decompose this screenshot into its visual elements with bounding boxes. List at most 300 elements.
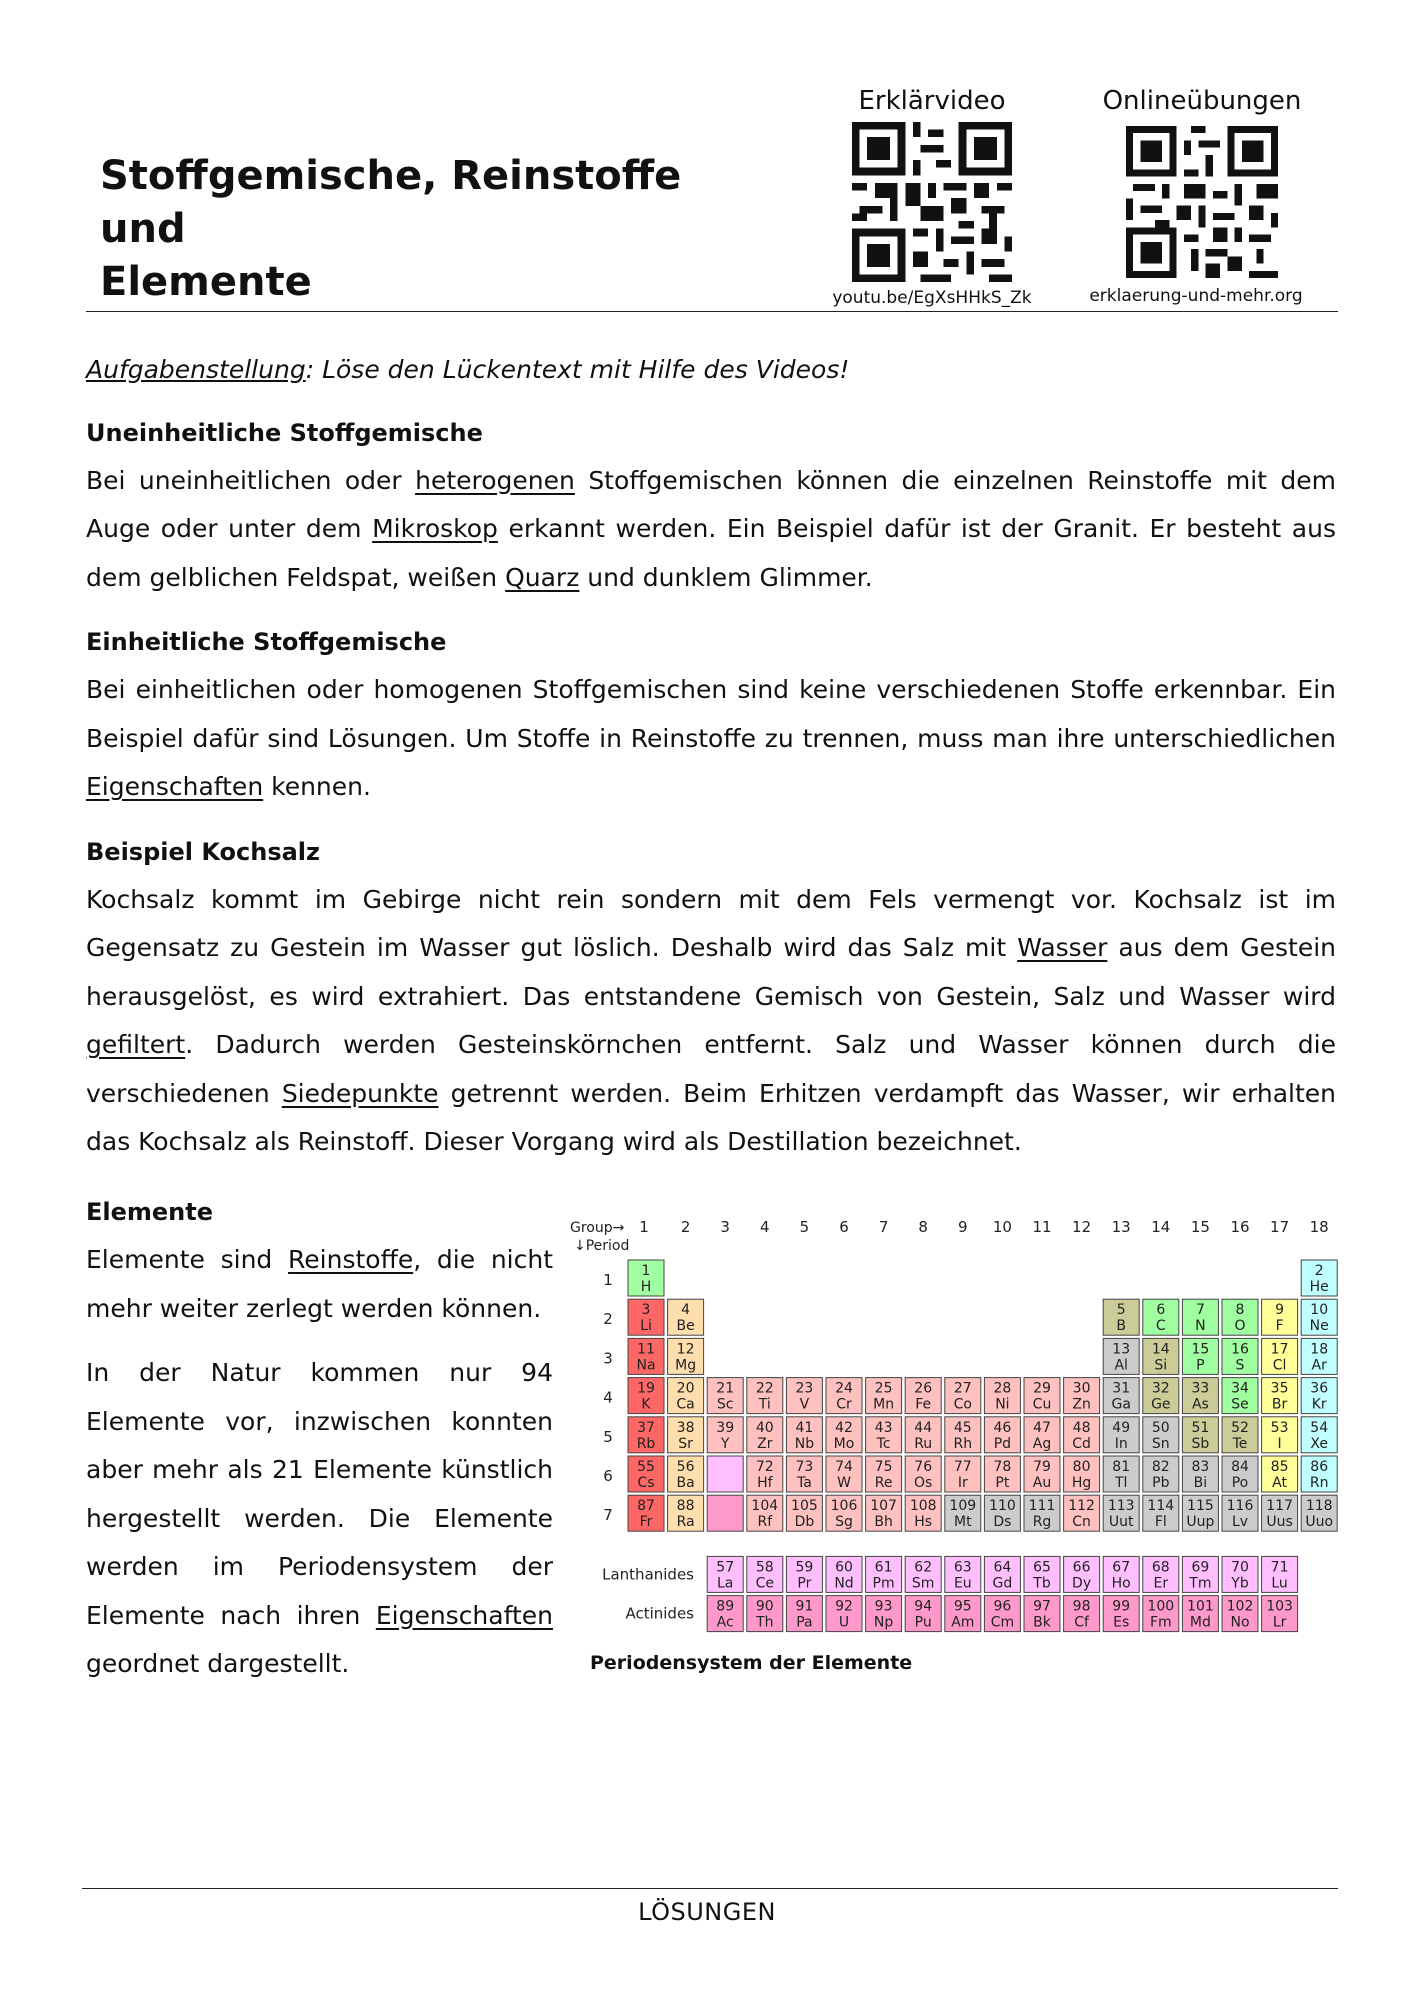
group-number-label: 17 [1270,1218,1290,1236]
element-number: 97 [1033,1598,1051,1615]
element-symbol: Pm [872,1575,895,1592]
element-symbol: Te [1232,1435,1248,1452]
element-number: 10 [1310,1302,1329,1319]
element-symbol: Sb [1191,1435,1210,1452]
gap-answer: Quarz [505,562,580,592]
element-number: 107 [870,1498,897,1515]
element-number: 20 [676,1380,695,1397]
element-number: 86 [1310,1459,1329,1475]
element-symbol: Bh [874,1514,893,1531]
header-divider [86,311,1338,312]
element-number: 49 [1112,1419,1131,1436]
element-symbol: Hg [1071,1475,1092,1491]
element-number: 106 [830,1498,858,1515]
element-symbol: Cd [1072,1435,1091,1452]
group-number-label: 10 [992,1218,1012,1236]
element-symbol: Dy [1072,1575,1092,1592]
group-number-label: 18 [1309,1218,1329,1236]
element-number: 79 [1033,1459,1051,1475]
element-number: 47 [1033,1419,1051,1436]
element-number: 18 [1310,1341,1329,1358]
element-symbol: At [1272,1475,1288,1491]
element-symbol: As [1191,1396,1209,1413]
element-number: 8 [1235,1302,1245,1319]
element-number: 33 [1191,1380,1210,1397]
element-symbol: Tb [1033,1575,1051,1592]
element-number: 52 [1231,1419,1249,1436]
element-number: 72 [755,1459,774,1475]
element-symbol: Pu [914,1614,932,1631]
element-symbol: No [1230,1614,1250,1631]
element-number: 94 [914,1598,933,1615]
element-symbol: Zr [757,1435,773,1452]
element-symbol: Ge [1151,1396,1171,1413]
group-number-label: 1 [639,1218,649,1236]
element-number: 55 [637,1459,655,1475]
actinides-label: Actinides [625,1604,694,1623]
element-symbol: Hs [914,1514,933,1531]
text-span: In der Natur kommen nur 94 Elemente vor, inzwischen konnten aber mehr als 21 Elemente künstlich hergestellt werden. Die Elemente werden im Periodensystem der Elemente nach ihren [86,1358,553,1630]
element-symbol: Ti [758,1396,771,1413]
element-symbol: Pt [995,1475,1010,1491]
period-number-label: 6 [603,1467,613,1485]
element-number: 108 [909,1498,937,1515]
text-span: . Dadurch werden Gesteinskörnchen entfernt. Salz und Wasser können durch die verschiedenen [86,1030,1336,1108]
element-number: 31 [1112,1380,1131,1397]
element-symbol: Ta [796,1475,812,1491]
element-symbol: P [1196,1357,1205,1374]
element-number: 92 [835,1598,853,1615]
element-number: 6 [1156,1302,1166,1319]
element-symbol: V [799,1396,810,1413]
section-paragraph [86,876,1336,1167]
element-symbol: Ba [676,1475,695,1491]
footer-divider [82,1888,1338,1889]
element-number: 99 [1112,1598,1131,1615]
element-number: 104 [751,1498,779,1515]
element-symbol: Am [951,1614,975,1631]
section-paragraph [86,666,1336,812]
element-symbol: Ce [755,1575,774,1592]
period-number-label: 7 [603,1506,613,1525]
element-symbol: Pb [1152,1475,1170,1491]
group-number-label: 6 [839,1218,849,1236]
element-symbol: Li [640,1318,652,1335]
element-number: 54 [1310,1419,1329,1436]
element-number: 35 [1270,1380,1289,1397]
element-symbol: Ds [993,1514,1012,1531]
element-symbol: Hf [757,1475,773,1491]
section-heading: Uneinheitliche Stoffgemische [86,418,483,447]
qr-video-url[interactable]: youtu.be/EgXsHHkS_Zk [832,288,1032,308]
element-number: 25 [874,1380,893,1397]
element-number: 65 [1033,1559,1051,1576]
element-number: 80 [1072,1459,1091,1475]
element-symbol: Se [1231,1396,1249,1413]
element-symbol: Bk [1033,1614,1051,1631]
element-number: 96 [993,1598,1012,1615]
element-number: 89 [716,1598,735,1615]
element-number: 76 [914,1459,933,1475]
element-number: 30 [1072,1380,1091,1397]
element-symbol: Uut [1108,1514,1134,1531]
element-symbol: Ar [1311,1357,1327,1374]
element-number: 16 [1231,1341,1249,1358]
element-number: 61 [874,1559,893,1576]
element-number: 2 [1314,1263,1324,1279]
element-symbol: Bi [1193,1475,1208,1491]
element-number: 103 [1266,1598,1293,1615]
element-number: 21 [716,1380,735,1397]
element-number: 90 [755,1598,774,1615]
element-number: 1 [641,1263,651,1279]
element-symbol: Xe [1310,1435,1328,1452]
group-number-label: 3 [720,1218,730,1236]
element-symbol: Be [676,1318,695,1335]
element-number: 51 [1191,1419,1210,1436]
element-symbol: Ir [957,1475,968,1491]
element-number: 57 [716,1559,735,1576]
element-number: 74 [835,1459,853,1475]
element-number: 102 [1226,1598,1254,1615]
element-number: 113 [1107,1498,1135,1515]
element-symbol: Md [1189,1614,1211,1631]
element-number: 93 [874,1598,893,1615]
element-symbol: Kr [1311,1396,1327,1413]
element-symbol: Cm [990,1614,1015,1631]
element-cell [707,1495,743,1531]
element-symbol: Re [874,1475,893,1491]
element-number: 13 [1112,1341,1131,1358]
element-number: 64 [993,1559,1012,1576]
element-symbol: K [641,1396,651,1413]
group-number-label: 14 [1151,1218,1171,1236]
group-number-label: 2 [680,1218,691,1236]
element-symbol: Sc [716,1396,734,1413]
element-symbol: F [1275,1318,1284,1335]
qr-video-label: Erklärvideo [858,86,1006,116]
element-number: 42 [835,1419,853,1436]
text-span: kennen. [263,772,371,801]
periodic-table [568,1212,1334,1642]
element-number: 116 [1226,1498,1254,1515]
element-number: 95 [953,1598,972,1615]
gap-answer: Mikroskop [372,514,498,543]
element-symbol: Mt [954,1514,972,1531]
element-number: 88 [676,1498,695,1515]
element-number: 7 [1195,1302,1205,1319]
element-number: 85 [1270,1459,1289,1475]
qr-code-online-icon[interactable] [1126,126,1278,278]
element-number: 39 [716,1419,735,1436]
element-symbol: Sr [678,1435,693,1452]
element-number: 23 [795,1380,814,1397]
element-number: 53 [1270,1419,1289,1436]
element-symbol: Fm [1149,1614,1172,1631]
element-symbol: Fr [639,1514,653,1531]
element-symbol: Ru [914,1435,933,1452]
element-number: 38 [676,1419,695,1436]
element-symbol: Cn [1072,1514,1091,1531]
text-span: erkannt werden. Ein Beispiel dafür ist der Granit. Er besteht aus dem gelblichen Feldspat, weißen [86,514,1337,592]
group-number-label: 7 [878,1218,889,1236]
element-symbol: Ag [1032,1435,1052,1452]
text-span: und dunklem Glimmer. [579,562,873,592]
element-symbol: Fl [1154,1514,1167,1531]
element-number: 62 [914,1559,933,1576]
text-span: Bei uneinheitlichen oder [86,465,416,495]
element-symbol: Sn [1151,1435,1170,1452]
element-symbol: Cs [637,1475,655,1491]
section-heading: Beispiel Kochsalz [86,837,320,866]
element-symbol: Ne [1309,1318,1329,1335]
group-number-label: 4 [760,1218,770,1236]
element-number: 29 [1033,1380,1051,1397]
gap-answer: Eigenschaften [375,1600,553,1630]
element-symbol: Es [1113,1614,1130,1631]
text-span: Bei einheitlichen oder homogenen Stoffgemischen sind keine verschiedenen Stoffe erkennbar. Ein Beispiel dafür sind Lösungen. Um Stoffe in Reinstoffe zu trennen, muss man ihre unterschiedlichen [86,675,1336,753]
element-symbol: Lv [1231,1514,1249,1531]
element-number: 109 [949,1498,977,1515]
element-symbol: Cf [1074,1614,1089,1631]
element-symbol: Si [1154,1357,1168,1374]
element-number: 9 [1275,1302,1285,1319]
element-symbol: Cu [1032,1396,1052,1413]
element-number: 98 [1072,1598,1091,1615]
element-symbol: Al [1114,1357,1128,1374]
gap-answer: Siedepunkte [281,1078,439,1108]
element-number: 105 [791,1498,818,1515]
lanthanides-label: Lanthanides [602,1565,694,1584]
element-symbol: Er [1153,1575,1169,1592]
element-number: 77 [953,1459,972,1475]
section-kochsalz [86,828,1336,1167]
element-symbol: Cr [836,1396,852,1413]
element-symbol: Rh [953,1435,973,1452]
element-symbol: Np [873,1614,894,1631]
element-symbol: Rf [757,1514,773,1531]
element-number: 70 [1231,1559,1249,1576]
task-label: Aufgabenstellung [86,355,306,384]
text-span: aus dem Gestein herausgelöst, es wird extrahiert. Das entstandene Gemisch von Gestein, Salz und Wasser wird [86,933,1337,1011]
element-symbol: Pr [797,1575,812,1592]
element-symbol: Os [914,1475,933,1491]
element-number: 111 [1028,1498,1056,1515]
section-heterogeneous [86,409,1336,603]
section-elemente [86,1188,553,1689]
text-span: , die nicht mehr weiter zerlegt werden können. [86,1245,553,1323]
element-symbol: Pd [993,1435,1012,1452]
period-number-label: 2 [603,1310,613,1329]
element-number: 91 [795,1598,814,1615]
element-number: 73 [795,1459,814,1475]
element-number: 110 [989,1498,1016,1515]
element-number: 32 [1151,1380,1170,1397]
gap-answer: Eigenschaften [86,772,264,801]
element-number: 3 [641,1302,651,1319]
text-span: getrennt werden. Beim Erhitzen verdampft das Wasser, wir erhalten das Kochsalz als Reinstoff. Dieser Vorgang wird als Destillation bezeichnet. [86,1078,1336,1156]
section-paragraph [86,457,1336,603]
group-number-label: 16 [1230,1218,1250,1236]
element-symbol: Uus [1266,1514,1293,1531]
element-symbol: Uuo [1305,1514,1334,1531]
element-number: 69 [1191,1559,1210,1576]
element-number: 87 [637,1498,655,1515]
element-symbol: O [1234,1318,1246,1335]
qr-online-label: Onlineübungen [1102,86,1302,116]
element-symbol: Mo [833,1435,855,1452]
element-number: 117 [1266,1498,1293,1515]
element-symbol: C [1155,1318,1166,1335]
element-symbol: Th [756,1614,774,1631]
element-number: 50 [1151,1419,1170,1436]
qr-online-url[interactable]: erklaerung-und-mehr.org [1089,286,1303,306]
element-symbol: Po [1231,1475,1249,1491]
element-symbol: S [1235,1357,1245,1374]
element-number: 12 [676,1341,695,1358]
element-number: 43 [874,1419,893,1436]
element-number: 24 [835,1380,853,1397]
group-number-label: 5 [799,1218,810,1236]
element-number: 44 [914,1419,933,1436]
element-number: 36 [1310,1380,1329,1397]
element-symbol: In [1114,1435,1128,1452]
element-symbol: Lu [1271,1575,1288,1592]
text-span: Elemente sind [86,1245,289,1274]
element-symbol: La [717,1575,734,1592]
element-symbol: Db [794,1514,815,1531]
periodic-table-caption: Periodensystem der Elemente [590,1652,913,1674]
element-number: 59 [795,1559,814,1576]
element-number: 11 [637,1341,655,1358]
gap-answer: gefiltert [86,1030,186,1059]
element-number: 83 [1191,1459,1210,1475]
element-symbol: Uup [1186,1514,1215,1531]
element-symbol: Tm [1189,1575,1212,1592]
group-axis-label: Group→ [570,1220,625,1236]
element-symbol: Zn [1072,1396,1091,1413]
group-number-label: 15 [1190,1218,1210,1236]
element-symbol: Ho [1111,1575,1131,1592]
element-symbol: Y [720,1435,730,1452]
element-number: 40 [755,1419,774,1436]
group-number-label: 12 [1072,1218,1092,1236]
element-number: 37 [637,1419,655,1436]
element-symbol: Rg [1032,1514,1052,1531]
element-number: 46 [993,1419,1012,1436]
element-symbol: Br [1271,1396,1288,1413]
task-instruction [86,346,1336,395]
element-number: 22 [755,1380,774,1397]
element-symbol: N [1195,1318,1206,1335]
element-number: 114 [1147,1498,1175,1515]
element-symbol: Ac [716,1614,734,1631]
element-number: 5 [1116,1302,1126,1319]
element-number: 56 [676,1459,695,1475]
element-number: 41 [795,1419,814,1436]
element-number: 45 [953,1419,972,1436]
element-symbol: Sm [911,1575,935,1592]
element-number: 100 [1147,1598,1175,1615]
element-symbol: I [1277,1435,1282,1452]
element-symbol: Ca [676,1396,695,1413]
element-number: 75 [874,1459,893,1475]
element-symbol: U [838,1614,850,1631]
gap-answer: Reinstoffe [288,1245,414,1274]
element-symbol: Au [1032,1475,1052,1491]
element-symbol: Pa [796,1614,813,1631]
worksheet-content [86,346,1336,1183]
element-number: 112 [1068,1498,1095,1515]
element-symbol: Nd [834,1575,854,1592]
element-number: 4 [681,1302,691,1319]
element-number: 60 [835,1559,853,1576]
text-span: geordnet dargestellt. [86,1649,350,1678]
element-symbol: He [1309,1279,1329,1295]
element-number: 68 [1151,1559,1170,1576]
section-paragraph [86,1236,553,1333]
element-number: 101 [1187,1598,1214,1615]
period-axis-label: ↓Period [574,1238,630,1254]
element-symbol: Tc [876,1435,891,1452]
element-number: 19 [637,1380,655,1397]
element-number: 28 [993,1380,1012,1397]
element-number: 118 [1305,1498,1333,1515]
element-number: 48 [1072,1419,1091,1436]
group-number-label: 13 [1111,1218,1131,1236]
section-heading: Einheitliche Stoffgemische [86,628,447,656]
element-symbol: Ga [1111,1396,1131,1413]
element-symbol: H [640,1279,652,1295]
element-number: 71 [1270,1559,1289,1576]
period-number-label: 1 [603,1271,613,1289]
element-number: 67 [1112,1559,1131,1576]
element-number: 58 [755,1559,774,1576]
element-number: 81 [1112,1459,1131,1475]
element-symbol: B [1116,1318,1127,1335]
element-number: 27 [953,1380,972,1397]
section-heading: Elemente [86,1198,214,1226]
element-symbol: Sg [835,1514,853,1531]
section-homogeneous [86,618,1336,812]
element-symbol: Mg [675,1357,697,1374]
section-paragraph [86,1349,553,1689]
group-number-label: 9 [958,1218,968,1236]
gap-answer: heterogenen [415,465,575,495]
element-symbol: Co [953,1396,972,1413]
text-span: Stoffgemischen können die einzelnen Reinstoffe mit dem Auge oder unter dem [86,465,1336,543]
group-number-label: 8 [918,1218,928,1236]
element-symbol: W [837,1475,851,1491]
element-symbol: Fe [915,1396,932,1413]
element-number: 115 [1187,1498,1214,1515]
title-line-2: Elemente [100,259,312,305]
element-number: 66 [1072,1559,1091,1576]
element-cell [707,1456,743,1492]
qr-code-video-icon[interactable] [852,122,1012,282]
element-number: 17 [1270,1341,1289,1358]
period-number-label: 4 [603,1388,613,1407]
element-number: 26 [914,1380,933,1397]
page-title [100,150,740,309]
element-number: 78 [993,1459,1012,1475]
element-number: 63 [953,1559,972,1576]
element-symbol: Ni [995,1396,1010,1413]
element-number: 14 [1151,1341,1170,1358]
element-symbol: Cl [1272,1357,1287,1374]
element-symbol: Rn [1309,1475,1329,1491]
element-number: 34 [1231,1380,1249,1397]
